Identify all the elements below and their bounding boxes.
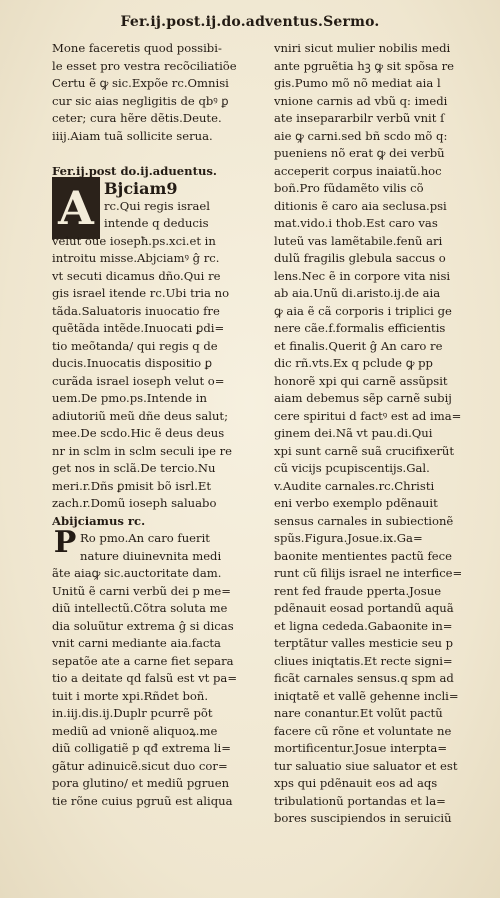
text-line: aiam debemus sẽp carnẽ subij [274,391,452,405]
text-line: ficãt carnales sensus.q spm ad [274,671,454,685]
text-line: curãda israel ioseph velut o= [52,373,225,388]
text-line: rc.Qui regis israel [104,198,210,213]
text-line: et ligna cededa.Gabaonite in= [274,618,453,633]
text-line: acceperit corpus inaiatũ.hoc [274,163,442,178]
text-line: ceter; cura hẽre dẽtis.Deute. [52,111,222,125]
text-line: dulũ fragilis glebula saccus o [274,251,446,265]
text-line: tãda.Saluatoris inuocatio fre [52,303,220,318]
text-line: sepatõe ate a carne fiet separa [52,653,234,668]
text-line: boñ.Pro fũdamẽto vilis cõ [274,181,424,195]
text-line: tuit i morte xpi.Rñdet boñ. [52,688,209,703]
text-line: mat.vido.i thob.Est caro vas [274,216,438,230]
text-line: et finalis.Querit ĝ An caro re [274,338,443,353]
right-text-column [274,40,474,828]
text-line: get nos in sclã.De tercio.Nu [52,461,216,475]
text-line: vnione carnis ad vbũ q: imedi [274,93,448,108]
text-line: nr in sclm in sclm seculi ipe re [52,443,233,458]
text-line: tie rõne cuius pgruũ est aliqua [52,793,233,808]
running-header: Fer.ij.post.ij.do.adventus.Sermo. [120,14,380,30]
text-line: ducis.Inuocatis dispositio ꝑ [52,356,213,370]
text-line: diũ intellectũ.Cõtra soluta me [52,601,228,615]
text-line: velut oue iosepħ.ps.xci.et in [52,233,216,248]
text-line: ate insepararbilr verbũ vnit ſ [274,111,445,125]
text-line: dic rñ.vts.Ex q pclude ꝙ pp [274,356,433,370]
text-line: ante pgruẽtia hꝫ ꝙ sit spõsa re [274,58,455,73]
text-line: dia soluũtur extrema ĝ si dicas [52,618,234,633]
left-text-column [52,40,267,810]
text-line: Certu ẽ ꝙ sic.Expõe rc.Omnisi [52,76,229,90]
text-line: nare conantur.Et volũt pactũ [274,706,443,720]
text-line: adiutoriũ meũ dñe deus salut; [52,408,228,423]
text-line: mediũ ad vnionẽ aliquoꝝ.me [52,723,218,738]
text-line: le esset pro vestra recõciliatiõe [52,58,237,73]
text-line: tribulationũ portandas et la= [274,793,446,808]
text-line: cũ vicijs pcupiscentijs.Gal. [274,461,430,475]
text-line: nature diuinevnita medi [80,548,222,563]
decorated-initial-letter: A [52,177,100,239]
text-line: vnit carni mediante aia.facta [52,636,221,650]
text-line: gis.Pumo mõ nõ mediat aia l [274,76,441,90]
text-line: vt secuti dicamus dño.Qui re [52,268,221,283]
text-line: zach.r.Domũ ioseph saluabo [52,496,217,510]
text-line: Mone faceretis quod possibi- [52,41,222,55]
text-line: ꝙ aia ẽ cã corporis i triplici ge [274,303,452,318]
text-line: ditionis ẽ caro aia seclusa.psi [274,198,447,213]
text-line: mortificentur.Josue interpta= [274,741,448,755]
text-line: honorẽ xpi qui carnẽ assũpsit [274,373,448,388]
text-line: tio meõtanda/ qui regis q de [52,338,218,353]
text-line: baonite mentientes pactũ fece [274,548,453,563]
text-line: pueniens nõ erat ꝙ dei verbũ [274,146,445,160]
text-line: cere spiritui d factꝰ est ad ima= [274,408,462,423]
text-line: iiij.Aiam tuã sollicite serua. [52,128,213,143]
text-line: intende q deducis [104,216,209,230]
text-line: iniqtatẽ et vallẽ gehenne incli= [274,688,459,703]
text-line: cliues iniqtatis.Et recte signi= [274,653,453,668]
text-line: pdẽnauit eosad portandũ aquã [274,601,454,615]
text-line: tio a deitate qd falsũ est vt pa= [52,671,238,685]
text-line: ãte aiaꝙ sic.auctoritate dam. [52,566,222,580]
text-line: introitu misse.Abjciamꝰ ĝ rc. [52,251,220,265]
text-line: quẽtãda intẽde.Inuocati ꝑdi= [52,321,225,335]
text-line: pora glutino/ et mediũ pgruen [52,776,230,790]
text-line: uem.De pmo.ps.Intende in [52,391,207,405]
text-line: nere cãe.f.formalis efficientis [274,321,446,335]
text-line: diũ colligatiẽ p qđ extrema li= [52,741,231,755]
text-line: luteũ vas lamẽtabile.fenũ ari [274,233,443,248]
text-line: Abijciamus rc. [52,513,146,528]
text-line: in.iij.dis.ij.Duplr pcurrẽ põt [52,706,213,720]
text-line: ginem dei.Nã vt pau.di.Qui [274,426,433,440]
text-line: mee.De scdo.Hic ẽ deus deus [52,426,225,440]
text-line: xpi sunt carnẽ suã crucifixerũt [274,443,455,458]
text-line: meri.r.Dñs ꝑmisit bõ isrl.Et [52,478,212,493]
text-line [52,145,267,163]
text-line: Unitũ ẽ carni verbũ dei p me= [52,583,231,598]
text-line: tur saluatio siue saluator et est [274,758,458,773]
text-line: runt cũ filijs israel ne interfice= [274,566,463,580]
text-line: ab aia.Unũ di.aristo.ij.de aia [274,286,441,300]
text-line: cur sic aias negligitis de qbꝰ ꝑ [52,93,229,108]
text-line: v.Audite carnales.rc.Christi [274,478,435,493]
text-line: terptãtur valles mesticie seu p [274,636,454,650]
text-line: vniri sicut mulier nobilis medi [274,41,451,55]
text-line: gãtur adinuicẽ.sicut duo cor= [52,758,228,773]
text-line: bores suscipiendos in seruiciũ [274,811,452,825]
text-line: spũs.Figura.Josue.ix.Ga= [274,531,423,545]
text-line: facere cũ rõne et voluntate ne [274,723,452,738]
text-line: xps qui pdẽnauit eos ad aqs [274,776,438,790]
text-line: sensus carnales in subiectionẽ [274,513,454,528]
text-line: gis israel itende rc.Ubi tria no [52,286,230,300]
text-line: Ro pmo.An caro fuerit [80,531,210,545]
text-line: lens.Nec ẽ in corpore vita nisi [274,268,451,283]
initial-letter: P [53,525,77,560]
text-line: rent fed fraude pperta.Josue [274,583,442,598]
text-line: Bjciam9 [104,180,178,198]
text-line: eni verbo exemplo pdẽnauit [274,496,438,510]
text-line: aie ꝙ carni.sed bñ scdo mõ q: [274,128,448,143]
text-line: Fer.ij.post do.ij.aduentus. [52,163,217,178]
